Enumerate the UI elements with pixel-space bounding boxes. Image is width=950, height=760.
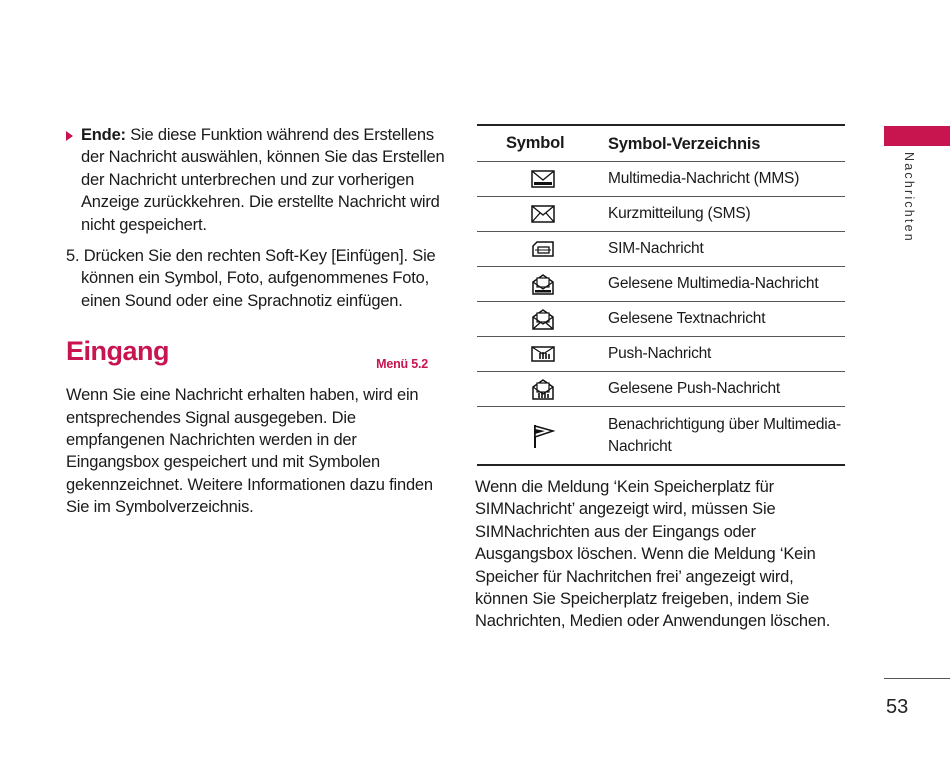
table-row: [477, 407, 845, 466]
row-label: Multimedia-Nachricht (MMS): [608, 170, 800, 187]
notification-flag-icon: [477, 423, 608, 449]
read-push-icon: [477, 378, 608, 400]
bullet-ende: [66, 124, 446, 236]
symbol-table: [477, 124, 845, 466]
table-header: [477, 124, 845, 162]
bullet-triangle-icon: [66, 131, 73, 141]
page-number-rule: [884, 678, 950, 679]
row-label: SIM-Nachricht: [608, 240, 704, 257]
step-5: 5. Drücken Sie den rechten Soft-Key [Einfügen]. Sie können ein Symbol, Foto, aufgenommenes Foto, einen Sound oder eine Sprachnotiz einfügen.: [66, 247, 436, 310]
table-row: [477, 232, 845, 267]
table-row: [477, 372, 845, 407]
mms-envelope-icon: [477, 170, 608, 188]
row-label: Kurzmitteilung (SMS): [608, 205, 751, 222]
storage-note: Wenn die Meldung ‘Kein Speicherplatz für SIMNachricht’ angezeigt wird, müssen Sie SIMNachrichten aus der Eingangs oder Ausgangsbox löschen. Wenn die Meldung ‘Kein Speicher für Nachritchen frei’ angezeigt wird, können Sie Speicherplatz freigeben, indem Sie Nachrichten, Medien oder Anwendungen löschen.: [475, 478, 831, 631]
row-label: Push-Nachricht: [608, 345, 712, 362]
sms-envelope-icon: [477, 205, 608, 223]
section-heading: Eingang: [66, 336, 169, 367]
row-label: Gelesene Multimedia-Nachricht: [608, 275, 819, 292]
section-intro: Wenn Sie eine Nachricht erhalten haben, wird ein entsprechendes Signal ausgegeben. Die empfangenen Nachrichten werden in der Eingangsbox gespeichert und mit Symbolen gekennzeichnet. Weitere Informationen dazu finden Sie im Symbolverzeichnis.: [66, 386, 433, 517]
section-heading-row: [66, 336, 446, 374]
table-row: [477, 162, 845, 197]
read-mms-icon: [477, 273, 608, 295]
row-label: Benachrichtigung über Multimedia-Nachricht: [608, 415, 841, 455]
bullet-text: Sie diese Funktion während des Erstellens der Nachricht auswählen, können Sie das Erstellen der Nachricht unterbrechen und zur vorherigen Anzeige zurückkehren. Die erstellte Nachricht wird nicht gespeichert.: [81, 126, 445, 234]
table-row: [477, 267, 845, 302]
push-message-icon: [477, 346, 608, 362]
bullet-term: Ende:: [81, 126, 126, 144]
chapter-tab-label: Nachrichten: [902, 152, 916, 243]
page-number: 53: [886, 696, 909, 718]
row-label: Gelesene Push-Nachricht: [608, 380, 781, 397]
table-row: [477, 337, 845, 372]
table-row: [477, 197, 845, 232]
chapter-tab-bar: [884, 126, 950, 146]
header-description: Symbol-Verzeichnis: [608, 134, 761, 153]
left-column: [66, 124, 446, 519]
table-row: [477, 302, 845, 337]
header-symbol: Symbol: [506, 134, 565, 152]
menu-reference: Menü 5.2: [376, 357, 428, 372]
sim-card-icon: [477, 241, 608, 257]
read-text-icon: [477, 308, 608, 330]
row-label: Gelesene Textnachricht: [608, 310, 766, 327]
